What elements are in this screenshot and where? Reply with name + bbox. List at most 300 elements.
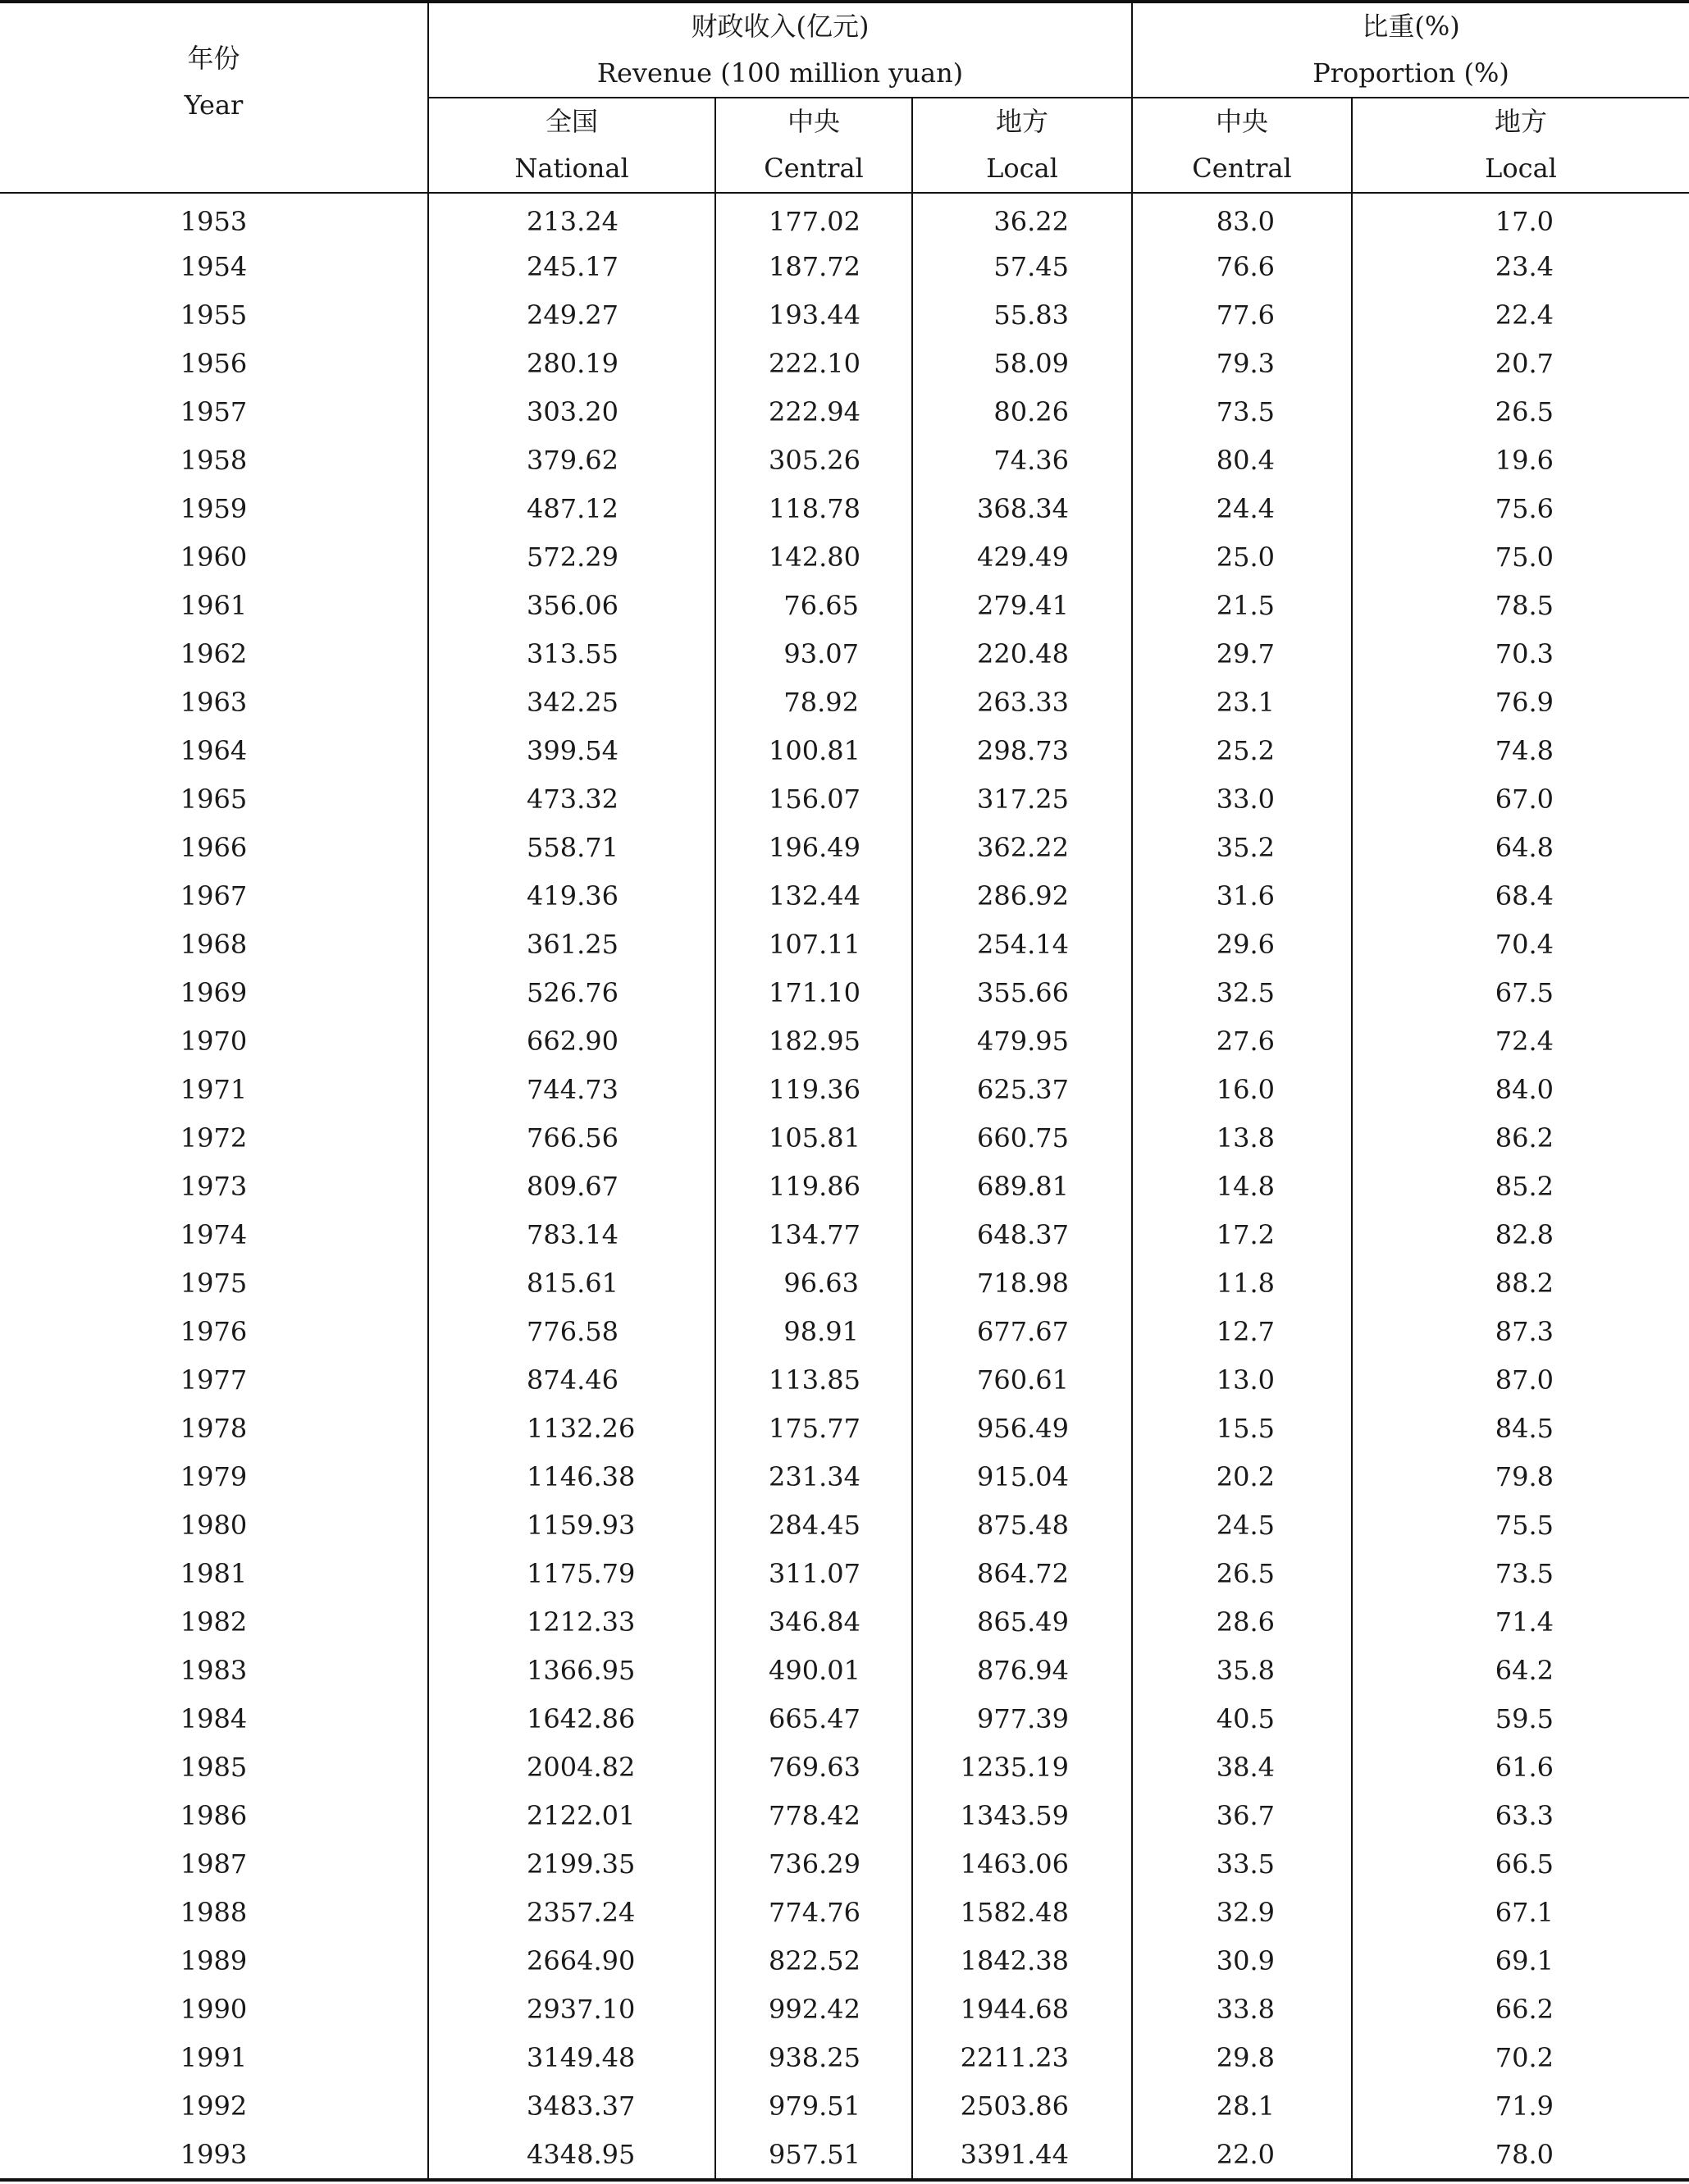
central-cell-value: 96.63 (783, 1267, 859, 1299)
year-cell-value: 1956 (180, 347, 248, 379)
proportion-local-header-en: Local (1485, 153, 1557, 184)
national-cell-value: 558.71 (527, 831, 619, 863)
national-cell-value: 2122.01 (527, 1799, 636, 1831)
proportion-local-cell-value: 64.2 (1495, 1654, 1554, 1686)
proportion-central-cell (1132, 823, 1352, 871)
local-cell (912, 1743, 1132, 1791)
year-cell-value: 1959 (180, 492, 248, 524)
central-cell (715, 1452, 912, 1501)
central-cell-value: 132.44 (769, 880, 860, 912)
proportion-local-cell (1352, 1839, 1689, 1888)
local-cell (912, 1065, 1132, 1113)
proportion-local-cell (1352, 1888, 1689, 1936)
national-cell-value: 662.90 (527, 1025, 619, 1057)
proportion-local-cell-value: 82.8 (1495, 1218, 1554, 1250)
local-cell-value: 368.34 (977, 492, 1069, 524)
national-cell-value: 1132.26 (527, 1412, 636, 1444)
local-cell (912, 581, 1132, 629)
year-cell (0, 823, 428, 871)
proportion-local-cell (1352, 2033, 1689, 2081)
year-cell (0, 193, 428, 242)
national-cell-value: 356.06 (527, 589, 619, 621)
central-cell-value: 107.11 (769, 928, 860, 960)
proportion-central-cell (1132, 484, 1352, 532)
local-cell-value: 36.22 (993, 205, 1069, 237)
proportion-central-cell-value: 29.8 (1216, 2041, 1276, 2073)
proportion-central-cell-value: 33.8 (1216, 1993, 1276, 2025)
year-cell-value: 1975 (180, 1267, 248, 1299)
year-cell (0, 1501, 428, 1549)
year-cell (0, 1791, 428, 1839)
national-cell (428, 823, 715, 871)
table-row (0, 1452, 1689, 1501)
year-cell-value: 1966 (180, 831, 248, 863)
central-cell (715, 1985, 912, 2033)
national-cell-value: 487.12 (527, 492, 619, 524)
proportion-central-cell-value: 31.6 (1216, 880, 1276, 912)
national-cell (428, 1501, 715, 1549)
year-cell (0, 581, 428, 629)
table-row (0, 1985, 1689, 2033)
proportion-local-cell (1352, 871, 1689, 920)
table-row (0, 484, 1689, 532)
proportion-central-cell-value: 23.1 (1216, 686, 1276, 718)
local-cell-value: 286.92 (977, 880, 1069, 912)
proportion-central-cell-value: 28.6 (1216, 1606, 1276, 1638)
proportion-central-cell (1132, 1162, 1352, 1210)
national-cell (428, 1694, 715, 1743)
local-cell (912, 1017, 1132, 1065)
year-cell-value: 1954 (180, 250, 248, 282)
year-cell (0, 2130, 428, 2180)
year-cell-value: 1977 (180, 1364, 248, 1396)
proportion-central-cell-value: 73.5 (1216, 395, 1276, 427)
national-cell-value: 379.62 (527, 444, 619, 476)
proportion-local-cell-value: 74.8 (1495, 734, 1554, 766)
local-cell (912, 774, 1132, 823)
proportion-local-cell-value: 22.4 (1495, 299, 1554, 331)
central-cell (715, 1113, 912, 1162)
local-cell (912, 726, 1132, 774)
proportion-central-cell-value: 11.8 (1216, 1267, 1276, 1299)
local-cell (912, 1597, 1132, 1646)
central-cell-value: 171.10 (769, 976, 860, 1008)
national-cell (428, 1985, 715, 2033)
proportion-central-cell-value: 24.4 (1216, 492, 1276, 524)
central-cell-value: 98.91 (783, 1315, 859, 1347)
proportion-local-cell (1352, 581, 1689, 629)
national-cell (428, 1017, 715, 1065)
local-cell-value: 1582.48 (960, 1896, 1069, 1928)
national-cell-value: 399.54 (527, 734, 619, 766)
central-header-cn: 中央 (787, 106, 840, 137)
year-cell-value: 1988 (180, 1896, 248, 1928)
year-cell (0, 1113, 428, 1162)
local-cell (912, 678, 1132, 726)
year-cell-value: 1957 (180, 395, 248, 427)
national-cell (428, 629, 715, 678)
proportion-central-cell (1132, 1113, 1352, 1162)
national-cell (428, 1210, 715, 1259)
proportion-local-cell (1352, 1501, 1689, 1549)
table-row (0, 290, 1689, 339)
proportion-local-cell-value: 19.6 (1495, 444, 1554, 476)
proportion-central-cell-value: 76.6 (1216, 250, 1276, 282)
proportion-local-cell (1352, 193, 1689, 242)
table-row (0, 1113, 1689, 1162)
national-cell-value: 2664.90 (527, 1944, 636, 1976)
local-cell (912, 1404, 1132, 1452)
proportion-local-cell (1352, 1743, 1689, 1791)
local-cell-value: 956.49 (977, 1412, 1069, 1444)
year-cell-value: 1986 (180, 1799, 248, 1831)
proportion-local-cell (1352, 823, 1689, 871)
table-row (0, 1888, 1689, 1936)
proportion-central-cell-value: 15.5 (1216, 1412, 1276, 1444)
table-row (0, 1355, 1689, 1404)
proportion-local-cell-value: 69.1 (1495, 1944, 1554, 1976)
proportion-central-cell (1132, 1017, 1352, 1065)
year-cell (0, 1162, 428, 1210)
year-cell-value: 1967 (180, 880, 248, 912)
national-cell (428, 1452, 715, 1501)
table-row (0, 2033, 1689, 2081)
central-cell (715, 1549, 912, 1597)
proportion-local-cell (1352, 1307, 1689, 1355)
national-cell (428, 1404, 715, 1452)
national-cell (428, 1549, 715, 1597)
local-cell (912, 2081, 1132, 2130)
proportion-local-cell-value: 75.6 (1495, 492, 1554, 524)
proportion-central-cell (1132, 242, 1352, 290)
proportion-local-cell (1352, 1259, 1689, 1307)
national-cell-value: 342.25 (527, 686, 619, 718)
year-cell (0, 290, 428, 339)
proportion-central-cell-value: 25.0 (1216, 541, 1276, 573)
national-cell (428, 774, 715, 823)
year-cell-value: 1983 (180, 1654, 248, 1686)
table-row (0, 1549, 1689, 1597)
local-cell (912, 532, 1132, 581)
proportion-central-cell (1132, 581, 1352, 629)
central-cell-value: 118.78 (769, 492, 860, 524)
national-cell (428, 1597, 715, 1646)
year-cell-value: 1964 (180, 734, 248, 766)
national-cell-value: 213.24 (527, 205, 619, 237)
local-cell-value: 1235.19 (960, 1751, 1069, 1783)
national-cell-value: 249.27 (527, 299, 619, 331)
central-cell-value: 156.07 (769, 783, 860, 815)
local-cell-value: 718.98 (977, 1267, 1069, 1299)
proportion-central-cell (1132, 774, 1352, 823)
national-cell-value: 766.56 (527, 1122, 619, 1154)
national-cell (428, 581, 715, 629)
table-row (0, 1501, 1689, 1549)
central-cell (715, 1065, 912, 1113)
national-cell (428, 387, 715, 436)
year-cell (0, 726, 428, 774)
proportion-local-cell-value: 66.2 (1495, 1993, 1554, 2025)
proportion-local-cell (1352, 387, 1689, 436)
local-cell-value: 864.72 (977, 1557, 1069, 1589)
central-cell (715, 968, 912, 1017)
proportion-local-cell-value: 72.4 (1495, 1025, 1554, 1057)
proportion-local-cell (1352, 242, 1689, 290)
year-cell (0, 1888, 428, 1936)
central-cell-value: 177.02 (769, 205, 860, 237)
local-cell (912, 1985, 1132, 2033)
year-cell-value: 1990 (180, 1993, 248, 2025)
table-row (0, 339, 1689, 387)
local-cell (912, 1839, 1132, 1888)
table-row (0, 1791, 1689, 1839)
table-row (0, 1162, 1689, 1210)
proportion-local-cell (1352, 1113, 1689, 1162)
year-cell (0, 1452, 428, 1501)
national-cell-value: 1212.33 (527, 1606, 636, 1638)
proportion-central-cell-value: 14.8 (1216, 1170, 1276, 1202)
proportion-local-cell (1352, 2130, 1689, 2180)
year-cell (0, 1743, 428, 1791)
central-header-en: Central (764, 153, 864, 184)
proportion-local-cell (1352, 678, 1689, 726)
year-header-cn: 年份 (187, 43, 240, 74)
central-cell-value: 134.77 (769, 1218, 860, 1250)
proportion-local-cell (1352, 1355, 1689, 1404)
year-cell-value: 1987 (180, 1848, 248, 1880)
national-cell (428, 678, 715, 726)
local-cell (912, 823, 1132, 871)
year-cell-value: 1974 (180, 1218, 248, 1250)
year-cell-value: 1982 (180, 1606, 248, 1638)
proportion-central-cell-value: 24.5 (1216, 1509, 1276, 1541)
local-cell (912, 339, 1132, 387)
local-cell-value: 977.39 (977, 1702, 1069, 1734)
national-cell-value: 874.46 (527, 1364, 619, 1396)
proportion-local-cell-value: 88.2 (1495, 1267, 1554, 1299)
proportion-central-cell (1132, 726, 1352, 774)
proportion-local-cell (1352, 290, 1689, 339)
local-cell (912, 1501, 1132, 1549)
year-cell-value: 1991 (180, 2041, 248, 2073)
year-cell-value: 1963 (180, 686, 248, 718)
local-cell (912, 1210, 1132, 1259)
year-cell (0, 1017, 428, 1065)
year-cell-value: 1958 (180, 444, 248, 476)
proportion-local-cell (1352, 1162, 1689, 1210)
central-cell (715, 484, 912, 532)
proportion-local-cell-value: 85.2 (1495, 1170, 1554, 1202)
proportion-central-cell (1132, 2081, 1352, 2130)
national-cell-value: 303.20 (527, 395, 619, 427)
year-cell-value: 1980 (180, 1509, 248, 1541)
central-cell (715, 726, 912, 774)
proportion-central-cell (1132, 920, 1352, 968)
central-cell-value: 100.81 (769, 734, 860, 766)
proportion-local-cell-value: 86.2 (1495, 1122, 1554, 1154)
year-cell (0, 968, 428, 1017)
proportion-central-cell-value: 30.9 (1216, 1944, 1276, 1976)
year-cell (0, 1259, 428, 1307)
national-cell (428, 1888, 715, 1936)
proportion-local-cell-value: 79.8 (1495, 1460, 1554, 1492)
year-cell (0, 629, 428, 678)
year-cell-value: 1992 (180, 2090, 248, 2122)
national-cell-value: 2199.35 (527, 1848, 636, 1880)
national-cell (428, 1743, 715, 1791)
national-cell (428, 2081, 715, 2130)
year-cell (0, 678, 428, 726)
proportion-central-cell-value: 12.7 (1216, 1315, 1276, 1347)
national-cell (428, 436, 715, 484)
proportion-central-cell (1132, 1743, 1352, 1791)
central-cell-value: 193.44 (769, 299, 860, 331)
national-cell (428, 2033, 715, 2081)
table-row (0, 1210, 1689, 1259)
proportion-local-cell (1352, 339, 1689, 387)
central-cell (715, 242, 912, 290)
year-cell-value: 1969 (180, 976, 248, 1008)
national-cell-value: 776.58 (527, 1315, 619, 1347)
proportion-local-cell (1352, 532, 1689, 581)
table-row (0, 581, 1689, 629)
central-cell-value: 346.84 (769, 1606, 860, 1638)
proportion-local-cell-value: 71.9 (1495, 2090, 1554, 2122)
proportion-local-cell-value: 67.1 (1495, 1896, 1554, 1928)
local-cell-value: 1842.38 (960, 1944, 1069, 1976)
year-cell (0, 1210, 428, 1259)
year-cell-value: 1984 (180, 1702, 248, 1734)
local-cell (912, 968, 1132, 1017)
local-cell-value: 625.37 (977, 1073, 1069, 1105)
local-cell (912, 1791, 1132, 1839)
proportion-local-cell-value: 70.3 (1495, 637, 1554, 669)
proportion-central-cell (1132, 1549, 1352, 1597)
local-cell-value: 865.49 (977, 1606, 1069, 1638)
proportion-local-cell (1352, 1597, 1689, 1646)
proportion-local-cell-value: 64.8 (1495, 831, 1554, 863)
central-cell-value: 938.25 (769, 2041, 860, 2073)
table-row (0, 193, 1689, 242)
proportion-local-cell (1352, 726, 1689, 774)
local-cell (912, 193, 1132, 242)
proportion-central-cell-value: 40.5 (1216, 1702, 1276, 1734)
proportion-central-cell-value: 25.2 (1216, 734, 1276, 766)
local-cell-value: 80.26 (993, 395, 1069, 427)
proportion-central-cell (1132, 1839, 1352, 1888)
proportion-central-cell (1132, 1985, 1352, 2033)
revenue-header-en: Revenue (100 million yuan) (596, 57, 964, 89)
proportion-central-cell (1132, 1452, 1352, 1501)
year-cell (0, 1307, 428, 1355)
proportion-local-cell-value: 67.5 (1495, 976, 1554, 1008)
proportion-local-cell (1352, 968, 1689, 1017)
local-cell-value: 279.41 (977, 589, 1069, 621)
local-cell-value: 875.48 (977, 1509, 1069, 1541)
local-cell-value: 660.75 (977, 1122, 1069, 1154)
proportion-central-cell (1132, 1065, 1352, 1113)
central-cell-value: 822.52 (769, 1944, 860, 1976)
year-cell (0, 1355, 428, 1404)
local-cell-value: 760.61 (977, 1364, 1069, 1396)
central-cell-value: 665.47 (769, 1702, 860, 1734)
proportion-local-cell-value: 75.0 (1495, 541, 1554, 573)
national-cell-value: 1146.38 (527, 1460, 636, 1492)
proportion-central-cell-value: 35.8 (1216, 1654, 1276, 1686)
local-header (912, 98, 1132, 193)
local-cell-value: 263.33 (977, 686, 1069, 718)
central-cell-value: 311.07 (769, 1557, 860, 1589)
proportion-local-cell-value: 87.3 (1495, 1315, 1554, 1347)
national-cell-value: 1175.79 (527, 1557, 636, 1589)
central-cell-value: 774.76 (769, 1896, 860, 1928)
proportion-central-header (1132, 98, 1352, 193)
central-cell-value: 992.42 (769, 1993, 860, 2025)
central-cell-value: 979.51 (769, 2090, 860, 2122)
proportion-central-cell-value: 13.8 (1216, 1122, 1276, 1154)
year-cell-value: 1976 (180, 1315, 248, 1347)
local-cell-value: 689.81 (977, 1170, 1069, 1202)
proportion-central-cell (1132, 1404, 1352, 1452)
national-header (428, 98, 715, 193)
year-cell-value: 1962 (180, 637, 248, 669)
central-cell (715, 678, 912, 726)
local-cell (912, 871, 1132, 920)
proportion-local-cell (1352, 774, 1689, 823)
national-cell (428, 1162, 715, 1210)
proportion-central-cell (1132, 387, 1352, 436)
central-cell (715, 1017, 912, 1065)
local-cell-value: 220.48 (977, 637, 1069, 669)
national-cell-value: 2937.10 (527, 1993, 636, 2025)
central-cell (715, 1355, 912, 1404)
year-cell-value: 1960 (180, 541, 248, 573)
local-cell-value: 3391.44 (960, 2138, 1069, 2170)
proportion-local-cell-value: 20.7 (1495, 347, 1554, 379)
proportion-central-cell-value: 79.3 (1216, 347, 1276, 379)
year-cell-value: 1971 (180, 1073, 248, 1105)
table-row (0, 2081, 1689, 2130)
national-cell-value: 815.61 (527, 1267, 619, 1299)
local-cell-value: 915.04 (977, 1460, 1069, 1492)
proportion-central-cell (1132, 1597, 1352, 1646)
proportion-central-header-cn: 中央 (1216, 106, 1269, 137)
national-header-en: National (514, 153, 629, 184)
national-cell-value: 419.36 (527, 880, 619, 912)
local-cell (912, 1259, 1132, 1307)
central-cell (715, 1597, 912, 1646)
local-cell-value: 74.36 (993, 444, 1069, 476)
national-cell (428, 1839, 715, 1888)
proportion-central-cell-value: 16.0 (1216, 1073, 1276, 1105)
central-cell-value: 113.85 (769, 1364, 860, 1396)
year-header (0, 2, 428, 193)
year-cell-value: 1955 (180, 299, 248, 331)
table-row (0, 726, 1689, 774)
central-cell-value: 957.51 (769, 2138, 860, 2170)
local-cell (912, 629, 1132, 678)
year-cell-value: 1970 (180, 1025, 248, 1057)
table-row (0, 920, 1689, 968)
national-cell (428, 871, 715, 920)
table-row (0, 1597, 1689, 1646)
proportion-central-cell-value: 32.9 (1216, 1896, 1276, 1928)
central-cell (715, 2130, 912, 2180)
central-cell-value: 305.26 (769, 444, 860, 476)
national-cell-value: 3483.37 (527, 2090, 636, 2122)
proportion-local-cell-value: 67.0 (1495, 783, 1554, 815)
national-header-cn: 全国 (545, 106, 598, 137)
